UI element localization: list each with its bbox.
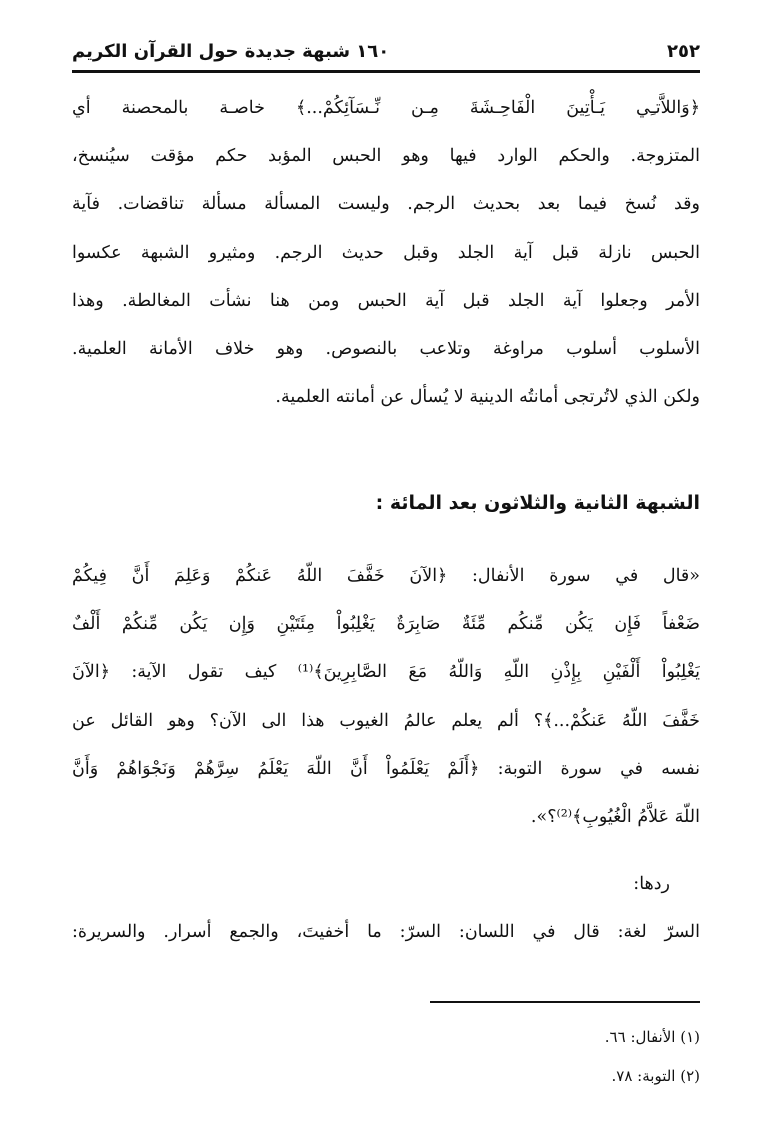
text-line: السرّ لغة: قال في اللسان: السرّ: ما أخفيتَ، والجمع أسرار. والسريرة: <box>72 922 700 942</box>
text-line: يَغْلِبُواْ أَلْفَيْنِ بِإِذْنِ اللّهِ وَاللّهُ مَعَ الصَّابِرِينَ﴾⁽¹⁾ كيف تقول الآية: ﴿الآنَ <box>72 662 700 683</box>
text-line: خَفَّفَ اللّهُ عَنكُمْ...﴾؟ ألم يعلم عالمُ الغيوب هذا الى الآن؟ وهو القائل عن <box>72 710 700 731</box>
running-header <box>72 36 700 66</box>
reply-label-block <box>72 860 670 908</box>
footnote-divider <box>430 1001 700 1003</box>
header-divider <box>72 70 700 73</box>
section-heading: الشبهة الثانية والثلاثون بعد المائة : <box>375 492 700 514</box>
quote-text <box>72 552 700 841</box>
text-line: الحبس نازلة قبل آية الجلد وقبل حديث الرجم. ومثيرو الشبهة عكسوا <box>72 242 700 263</box>
paragraph-abrogation <box>72 84 700 421</box>
page-number: ٢٥٢ <box>667 40 700 62</box>
footnote-2: (٢) التوبة: ٧٨. <box>611 1067 700 1085</box>
footnotes <box>430 1018 700 1096</box>
text-line: ﴿وَاللاَّتـِي يَـأْتِينَ الْفَاحِـشَةَ مِـن نِّـسَآئِكُمْ...﴾ خاصـة بالمحصنة أي <box>72 98 700 118</box>
text-line: الأسلوب أسلوب مراوغة وتلاعب بالنصوص. وهو خلاف الأمانة العلمية. <box>72 339 700 360</box>
text-line: نفسه في سورة التوبة: ﴿أَلَمْ يَعْلَمُواْ أَنَّ اللّهَ يَعْلَمُ سِرَّهُمْ وَنَجْوَاهُمْ وَأَنَّ <box>72 758 700 779</box>
paragraph-text <box>72 84 700 421</box>
reply-paragraph <box>72 908 700 956</box>
text-line: وقد نُسخ فيما بعد بحديث الرجم. وليست المسألة مسألة تناقضات. فآية <box>72 194 700 215</box>
paragraph-quote <box>72 552 700 841</box>
text-line: الأمر وجعلوا آية الجلد قبل آية الحبس ومن هنا نشأت المغالطة. وهذا <box>72 290 700 311</box>
footnote-1: (١) الأنفال: ٦٦. <box>604 1028 700 1046</box>
text-line: ضَعْفاً فَإِن يَكُن مِّنكُم مِّئَةٌ صَابِرَةٌ يَغْلِبُواْ مِئَتَيْنِ وَإِن يَكُن مِّنكُمْ أَلْفٌ <box>72 614 700 635</box>
text-line: اللّهَ عَلاَّمُ الْغُيُوبِ﴾⁽²⁾؟». <box>530 807 700 828</box>
text-line: ردها: <box>633 874 670 894</box>
text-line: ولكن الذي لاتُرتجى أمانتُه الدينية لا يُسأل عن أمانته العلمية. <box>275 387 700 408</box>
text-line: المتزوجة. والحكم الوارد فيها وهو الحبس المؤبد حكم مؤقت سيُنسخ، <box>72 146 700 167</box>
reply-label <box>72 860 670 908</box>
reply-text <box>72 908 700 956</box>
book-title: ١٦٠ شبهة جديدة حول القرآن الكريم <box>72 40 390 62</box>
text-line: «قال في سورة الأنفال: ﴿الآنَ خَفَّفَ اللّهُ عَنكُمْ وَعَلِمَ أَنَّ فِيكُمْ <box>72 566 700 586</box>
